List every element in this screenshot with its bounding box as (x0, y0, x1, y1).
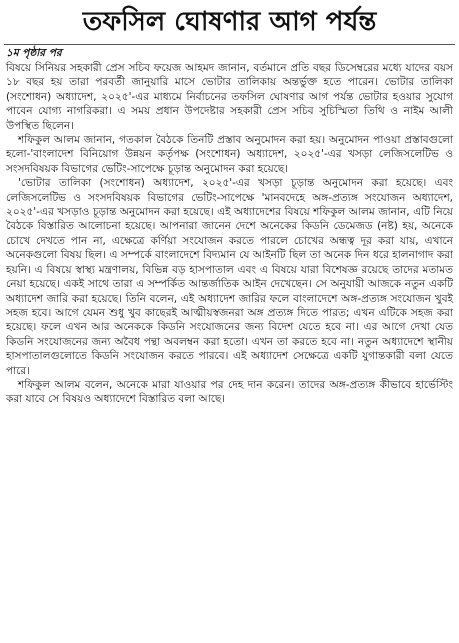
article-body (0, 45, 459, 407)
article-paragraph: শফিকুল আলম বলেন, অনেকে মারা যাওয়ার পর দেহ দান করেন। তাদের অঙ্গ-প্রত্যঙ্গ কীভাবে হার্ভেস্টিং করা যাবে সে বিষয়ও অধ্যাদেশে বিস্তারিত বলা আছে। (6, 378, 453, 406)
article-paragraph: বিষয়ে সিনিয়র সহকারী প্রেস সচিব ফয়েজ আহমদ জানান, বর্তমানে প্রতি বছর ডিসেম্বরের মধ্যে যাদের বয়স ১৮ বছর হয় তারা পরবর্তী জানুয়ারি মাসে ভোটার তালিকায় অন্তর্ভুক্ত হতে পারেন। ভোটার তালিকা (সংশোধন) অধ্যাদেশ, ২০২৫'-এর মাধ্যমে নির্বাচনের তফসিল ঘোষণার আগ পর্যন্ত ভোটার হওয়ার সুযোগ পাবেন যোগ্য নাগরিকরা। এ সময় প্রধান উপদেষ্টার সহকারী প্রেস সচিব সুচিস্মিতা তিথি ও নাইম আলী উপস্থিত ছিলেন। (6, 62, 453, 132)
article-paragraph: শফিকুল আলম জানান, গতকাল বৈঠকে তিনটি প্রস্তাব অনুমোদন করা হয়। অনুমোদন পাওয়া প্রস্তাবগুলো হলো-'বাংলাদেশ বিনিয়োগ উন্নয়ন কর্তৃপক্ষ (সংশোধন) অধ্যাদেশ, ২০২৫'-এর খসড়া লেজিসলেটিভ ও সংসদবিষয়ক বিভাগের ভেটিং-সাপেক্ষে চূড়ান্ত অনুমোদন করা হয়েছে। (6, 134, 453, 175)
headline: তফসিল ঘোষণার আগ পর্যন্ত (82, 7, 377, 37)
article-paragraph: 'ভোটার তালিকা (সংশোধন) অধ্যাদেশ, ২০২৫'-এর খসড়া চূড়ান্ত অনুমোদন করা হয়েছে। এবং লেজিসলেটিভ ও সংসদবিষয়ক বিভাগের ভেটিং-সাপেক্ষে 'মানবদেহে অঙ্গ-প্রত্যঙ্গ সংযোজন অধ্যাদেশ, ২০২৫'-এর খসড়াও চূড়ান্ত অনুমোদন করা হয়েছে। এই অধ্যাদেশের বিষয়ে শফিকুল আলম জানান, এটি নিয়ে বৈঠকে বিস্তারিত আলোচনা হয়েছে। আপনারা জানেন দেশে অনেকের কিডনি ডেমেজড (নষ্ট) হয়, অনেকে চোখে দেখতে পান না, এক্ষেত্রে কর্ণিয়া সংযোজন করতে পারলে চোখের অন্ধত্ব দূর করা যায়, এখানে অনেকগুলো বিষয় ছিল। এ সম্পর্কে বাংলাদেশে বিদ্যমান যে আইনটি ছিল তা অনেক দিন ধরে হালনাগাদ করা হয়নি। এ বিষয়ে স্বাস্থ্য মন্ত্রণালয়, বিভিন্ন বড় হাসপাতাল এবং এ বিষয়ে যারা বিশেষজ্ঞ রয়েছে তাদের মতামত নেয়া হয়েছে। একই সাথে তারা এ সম্পর্কিত আন্তর্জাতিক আইন দেখেছেন। সে অনুযায়ী আজকে নতুন একটি অধ্যাদেশ জারি করা হয়েছে। তিনি বলেন, এই অধ্যাদেশ জারির ফলে বাংলাদেশে অঙ্গ-প্রত্যঙ্গ সংযোজন খুবই সহজ হবে। আগে যেমন শুধু খুব কাছেরই আত্মীয়স্বজনরা অঙ্গ প্রত্যঙ্গ দিতে পারত; এখন এটিকে সহজ করা হয়েছে। ফলে এখন আর অনেককে কিডনি সংযোজনের জন্য বিদেশ যেতে হবে না। এর আগে দেখা যেত কিডনি সংযোজনের জন্য অবৈধ পন্থা অবলম্বন করা হতো। এখন তা করতে হবে না। নতুন অধ্যাদেশে স্থানীয় হাসপাতালগুলোতে কিডনি সংযোজন করতে পারবে। এই অধ্যাদেশ সেক্ষেত্রে একটি যুগান্তকারী বলা যেতে পারে। (6, 177, 453, 377)
cropped-next-heading-fragment (210, 639, 250, 643)
continued-from-label: ১ম পৃষ্ঠার পর (6, 47, 62, 59)
